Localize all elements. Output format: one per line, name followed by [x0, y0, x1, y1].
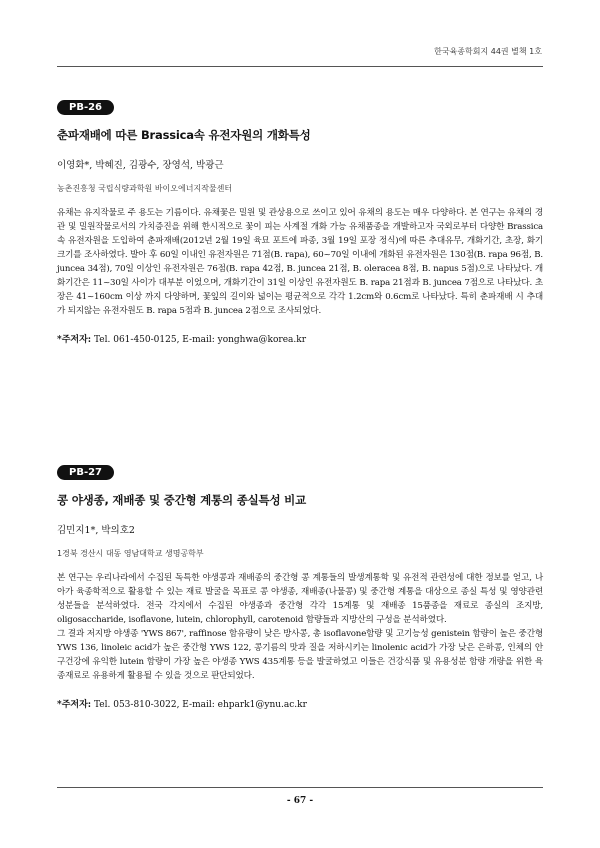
header-rule	[57, 66, 543, 67]
author-list: 이영화*, 박혜진, 김광수, 장영석, 박광근	[57, 160, 224, 171]
article-title: 콩 야생종, 재배종 및 중간형 계통의 종실특성 비교	[57, 493, 306, 507]
abstract-badge: PB-27	[57, 465, 114, 480]
corresponding-author	[57, 332, 543, 345]
abstract-badge: PB-26	[57, 100, 114, 115]
footer-rule	[57, 787, 543, 788]
author-list: 김민지1*, 박의호2	[57, 525, 135, 536]
abstract-body	[57, 206, 543, 318]
article-title: 춘파재배에 따른 Brassica속 유전자원의 개화특성	[57, 128, 311, 142]
article-pb-26	[57, 95, 543, 345]
contact-info: Tel. 061-450-0125, E-mail: yonghwa@korea.kr	[94, 335, 307, 345]
contact-label: *주저자:	[57, 335, 92, 345]
abstract-paragraph: 유채는 유지작물로 주 용도는 기름이다. 유채꽃은 밀원 및 관상용으로 쓰이고 있어 유채의 용도는 매우 다양하다. 본 연구는 유채의 경관 및 밀원작물로서의 가치증진을 위해 한시적으로 꽃이 피는 사계절 개화 가능 유채품종을 개발하고자 국외로부터 다양한 Brassica속 유전자원을 도입하여 춘파재배(2012년 2월 19일 육묘 포트에 파종, 3월 19일 포장 정식)에 따른 추대유무, 개화기간, 초장, 화기 크기를 조사하였다. 발아 후 60일 이내인 유전자원은 71점(B. rapa), 60~70일 이내에 개화된 유전자원은 130점(B. rapa 96점, B. juncea 34점), 70일 이상인 유전자원은 76점(B. rapa 42점, B. juncea 21점, B. oleracea 8점, B. napus 5점)으로 나타났다. 개화기간은 11~30일 사이가 대부분 이었으며, 개화기간이 31일 이상인 유전자원도 B. rapa 21점과 B. juncea 7점으로 나타났다. 초장은 41~160cm 이상 까지 다양하며, 꽃잎의 길이와 넓이는 평균적으로 각각 1.2cm와 0.6cm로 나타났다. 특히 춘파재배 시 추대가 되지않는 유전자원도 B. rapa 5점과 B. juncea 2점으로 조사되었다.	[57, 208, 543, 316]
abstract-paragraph: 본 연구는 우리나라에서 수집된 독특한 야생콩과 재배종의 중간형 콩 계통들의 발생계통학 및 유전적 관련성에 대한 정보를 얻고, 나아가 육종학적으로 활용할 수 있는 재료 발굴을 목표로 콩 야생종, 재배종(나물콩) 및 중간형 계통을 대상으로 종실 특성 및 영양관련 성분들을 분석하였다. 전국 각지에서 수집된 야생종과 중간형 각각 15계통 및 재배종 15품종을 재료로 종실의 조지방, oligosaccharide, isoflavone, lutein, chlorophyll, carotenoid 함량들과 지방산의 구성을 분석하였다.	[57, 573, 543, 625]
page-number: - 67 -	[286, 796, 314, 806]
contact-info: Tel. 053-810-3022, E-mail: ehpark1@ynu.ac.kr	[94, 700, 307, 710]
abstract-paragraph: 그 결과 저지방 야생종 'YWS 867', raffinose 함유량이 낮은 방사콩, 총 isoflavone함량 및 고기능성 genistein 함량이 높은 중간형 YWS 136, linoleic acid가 높은 중간형 YWS 122, 콩기름의 맛과 질을 저하시키는 linolenic acid가 가장 낮은 은하콩, 인체의 안구건강에 유익한 lutein 함량이 가장 높은 야생종 YWS 435계통 등을 발굴하였고 이들은 건강식품 및 유용성분 함량 개량을 위한 육종재료로 유용하게 활용될 수 있을 것으로 판단되었다.	[57, 629, 543, 681]
journal-header: 한국육종학회지 44권 별책 1호	[434, 47, 542, 56]
affiliation: 농촌진흥청 국립식량과학원 바이오에너지작물센터	[57, 184, 233, 193]
corresponding-author	[57, 697, 543, 710]
affiliation: 1경북 경산시 대동 영남대학교 생명공학부	[57, 549, 204, 558]
article-pb-27	[57, 460, 543, 710]
abstract-body	[57, 571, 543, 683]
contact-label: *주저자:	[57, 700, 92, 710]
